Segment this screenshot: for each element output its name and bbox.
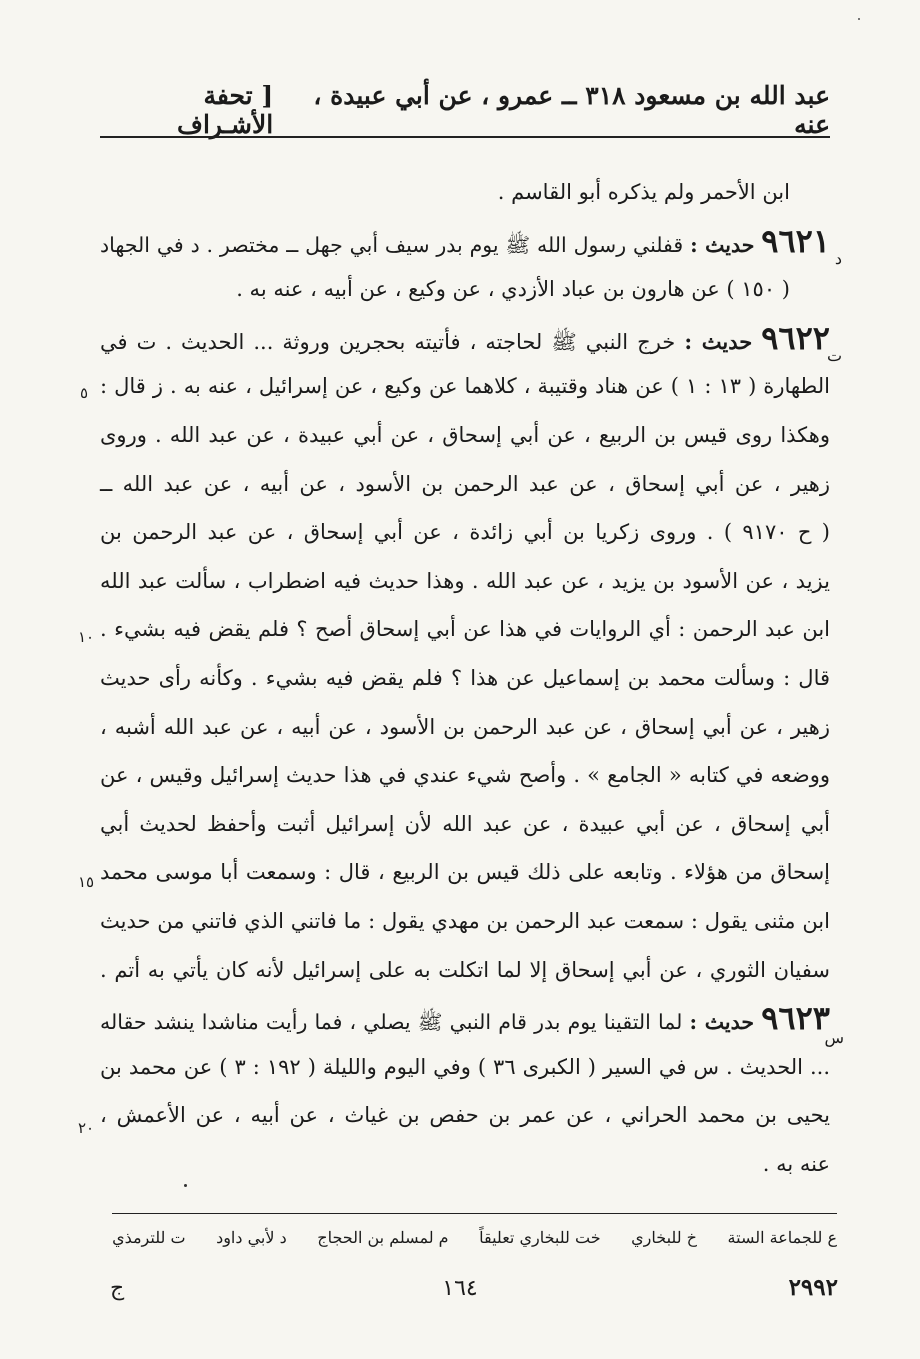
text-line xyxy=(100,460,830,509)
hadith-label: حديث : xyxy=(684,328,753,354)
volume-mark: ج xyxy=(110,1276,125,1301)
hadith-9621-line xyxy=(100,217,842,268)
line-text: ... الحديث . س في السير ( الكبرى ٣٦ ) وفي اليوم والليلة ( ١٩٢ : ٣ ) عن محمد بن xyxy=(100,1054,830,1079)
page-number: ١٦٤ xyxy=(442,1276,478,1301)
running-number: ٢٩٩٢ xyxy=(788,1274,838,1301)
abbr-jamaa: ع للجماعة الستة xyxy=(727,1228,837,1247)
text-line xyxy=(100,362,830,411)
line-number-20: ٢٠ xyxy=(78,1119,95,1137)
hadith-9623-line xyxy=(100,994,844,1048)
text-line xyxy=(100,1140,830,1189)
line-text: إسحاق من هؤلاء . وتابعه على ذلك قيس بن الربيع ، قال : وسمعت أبا موسى محمد xyxy=(100,860,830,885)
line-text: سفيان الثوري ، عن أبي إسحاق إلا لما اتكلت به على إسرائيل لأنه كان يأتي به أتم . xyxy=(100,957,830,982)
body-text xyxy=(100,168,844,1188)
line-text: ( ح ٩١٧٠ ) . وروى زكريا بن أبي زائدة ، عن أبي إسحاق ، عن عبد الرحمن بن xyxy=(100,520,830,545)
scan-speck xyxy=(858,18,860,20)
text-line xyxy=(100,800,830,849)
line-text: زهير ، عن أبي إسحاق ، عن عبد الرحمن بن الأسود ، عن أبيه ، عن عبد الله ــ xyxy=(100,471,830,496)
hadith-text: قفلني رسول الله ﷺ يوم بدر سيف أبي جهل ــ مختصر . د في الجهاد xyxy=(100,232,684,257)
line-text: الطهارة ( ١٣ : ١ ) عن هناد وقتيبة ، كلاهما عن وكيع ، عن إسرائيل ، عنه به . ز قال : xyxy=(100,374,830,399)
line-text: عنه به . xyxy=(762,1151,830,1176)
header-book-title: [ تحفة الأشـراف xyxy=(177,81,274,139)
abbr-tirmidhi: ت للترمذي xyxy=(112,1228,186,1247)
text-line xyxy=(100,1043,830,1092)
hadith-label: حديث : xyxy=(690,232,755,257)
text-line xyxy=(100,411,830,460)
line-text: ابن عبد الرحمن : أي الروايات في هذا عن أبي إسحاق أصح ؟ فلم يقض فيه بشيء . xyxy=(100,617,830,642)
line-text: يزيد ، عن الأسود بن يزيد ، عن عبد الله . وهذا حديث فيه اضطراب ، سألت عبد الله xyxy=(100,568,830,593)
text-line xyxy=(100,265,830,314)
line-text: ابن مثنى يقول : سمعت عبد الرحمن بن مهدي يقول : ما فاتني الذي فاتني من حديث xyxy=(100,908,830,933)
abbreviation-key xyxy=(112,1228,837,1258)
running-header xyxy=(100,81,830,139)
text-line xyxy=(100,703,830,752)
hadith-number: ٩٦٢٣ xyxy=(761,999,830,1038)
margin-siglum: ت xyxy=(826,345,842,365)
line-number-15: ١٥ xyxy=(78,873,95,891)
hadith-number: ٩٦٢٢ xyxy=(761,318,830,357)
line-text: زهير ، عن أبي إسحاق ، عن عبد الرحمن بن الأسود ، عن أبيه ، عن عبد الله أشبه ، xyxy=(100,714,830,739)
abbr-abu-dawud: د لأبي داود xyxy=(216,1228,287,1247)
abbr-bukhari-taliq: خت للبخاري تعليقاً xyxy=(479,1228,601,1247)
text-line xyxy=(100,508,830,557)
hadith-9622-line xyxy=(100,314,842,365)
footer-rule xyxy=(112,1213,837,1214)
hadith-label: حديث : xyxy=(689,1010,755,1035)
text-line xyxy=(100,848,830,897)
line-text: ( ١٥٠ ) عن هارون بن عباد الأزدي ، عن وكيع ، عن أبيه ، عنه به . xyxy=(236,277,790,302)
abbr-bukhari: خ للبخاري xyxy=(631,1228,697,1247)
line-text: أبي إسحاق ، عن أبي عبيدة ، عن عبد الله لأن إسرائيل أثبت وأحفظ لحديث أبي xyxy=(100,811,830,836)
text-line xyxy=(100,1091,830,1140)
text-line xyxy=(100,168,830,217)
line-text: يحيى بن محمد الحراني ، عن عمر بن حفص بن غياث ، عن أبيه ، عن الأعمش ، xyxy=(100,1103,830,1128)
text-line xyxy=(100,654,830,703)
margin-siglum: د xyxy=(834,248,842,268)
line-text: ووضعه في كتابه « الجامع » . وأصح شيء عندي في هذا حديث إسرائيل وقيس ، عن xyxy=(100,763,830,788)
hadith-number: ٩٦٢١ xyxy=(761,221,830,260)
text-line xyxy=(100,557,830,606)
text-line xyxy=(100,946,830,995)
text-line xyxy=(100,897,830,946)
header-rule xyxy=(100,136,830,138)
abbr-muslim: م لمسلم بن الحجاج xyxy=(317,1228,449,1247)
header-title: عبد الله بن مسعود ٣١٨ ــ عمرو ، عن أبي عبيدة ، عنه xyxy=(313,81,830,139)
text-line xyxy=(100,751,830,800)
line-text: وهكذا روى قيس بن الربيع ، عن أبي إسحاق ، عن أبي عبيدة ، عن عبد الله . وروى xyxy=(100,422,830,447)
line-number-10: ١٠ xyxy=(78,628,95,646)
line-text: قال : وسألت محمد بن إسماعيل عن هذا ؟ فلم يقض فيه بشيء . وكأنه رأى حديث xyxy=(100,665,830,690)
margin-siglum: س xyxy=(824,1028,844,1048)
line-number-5: ٥ xyxy=(80,384,89,402)
text-line xyxy=(100,605,830,654)
hadith-text: لما التقينا يوم بدر قام النبي ﷺ يصلي ، فما رأيت مناشدا ينشد حقاله xyxy=(100,1010,683,1035)
hadith-text: خرج النبي ﷺ لحاجته ، فأتيته بحجرين وروثة ... الحديث . ت في xyxy=(100,329,676,354)
line-text: ابن الأحمر ولم يذكره أبو القاسم . xyxy=(497,180,790,204)
ink-dot xyxy=(184,1184,187,1187)
